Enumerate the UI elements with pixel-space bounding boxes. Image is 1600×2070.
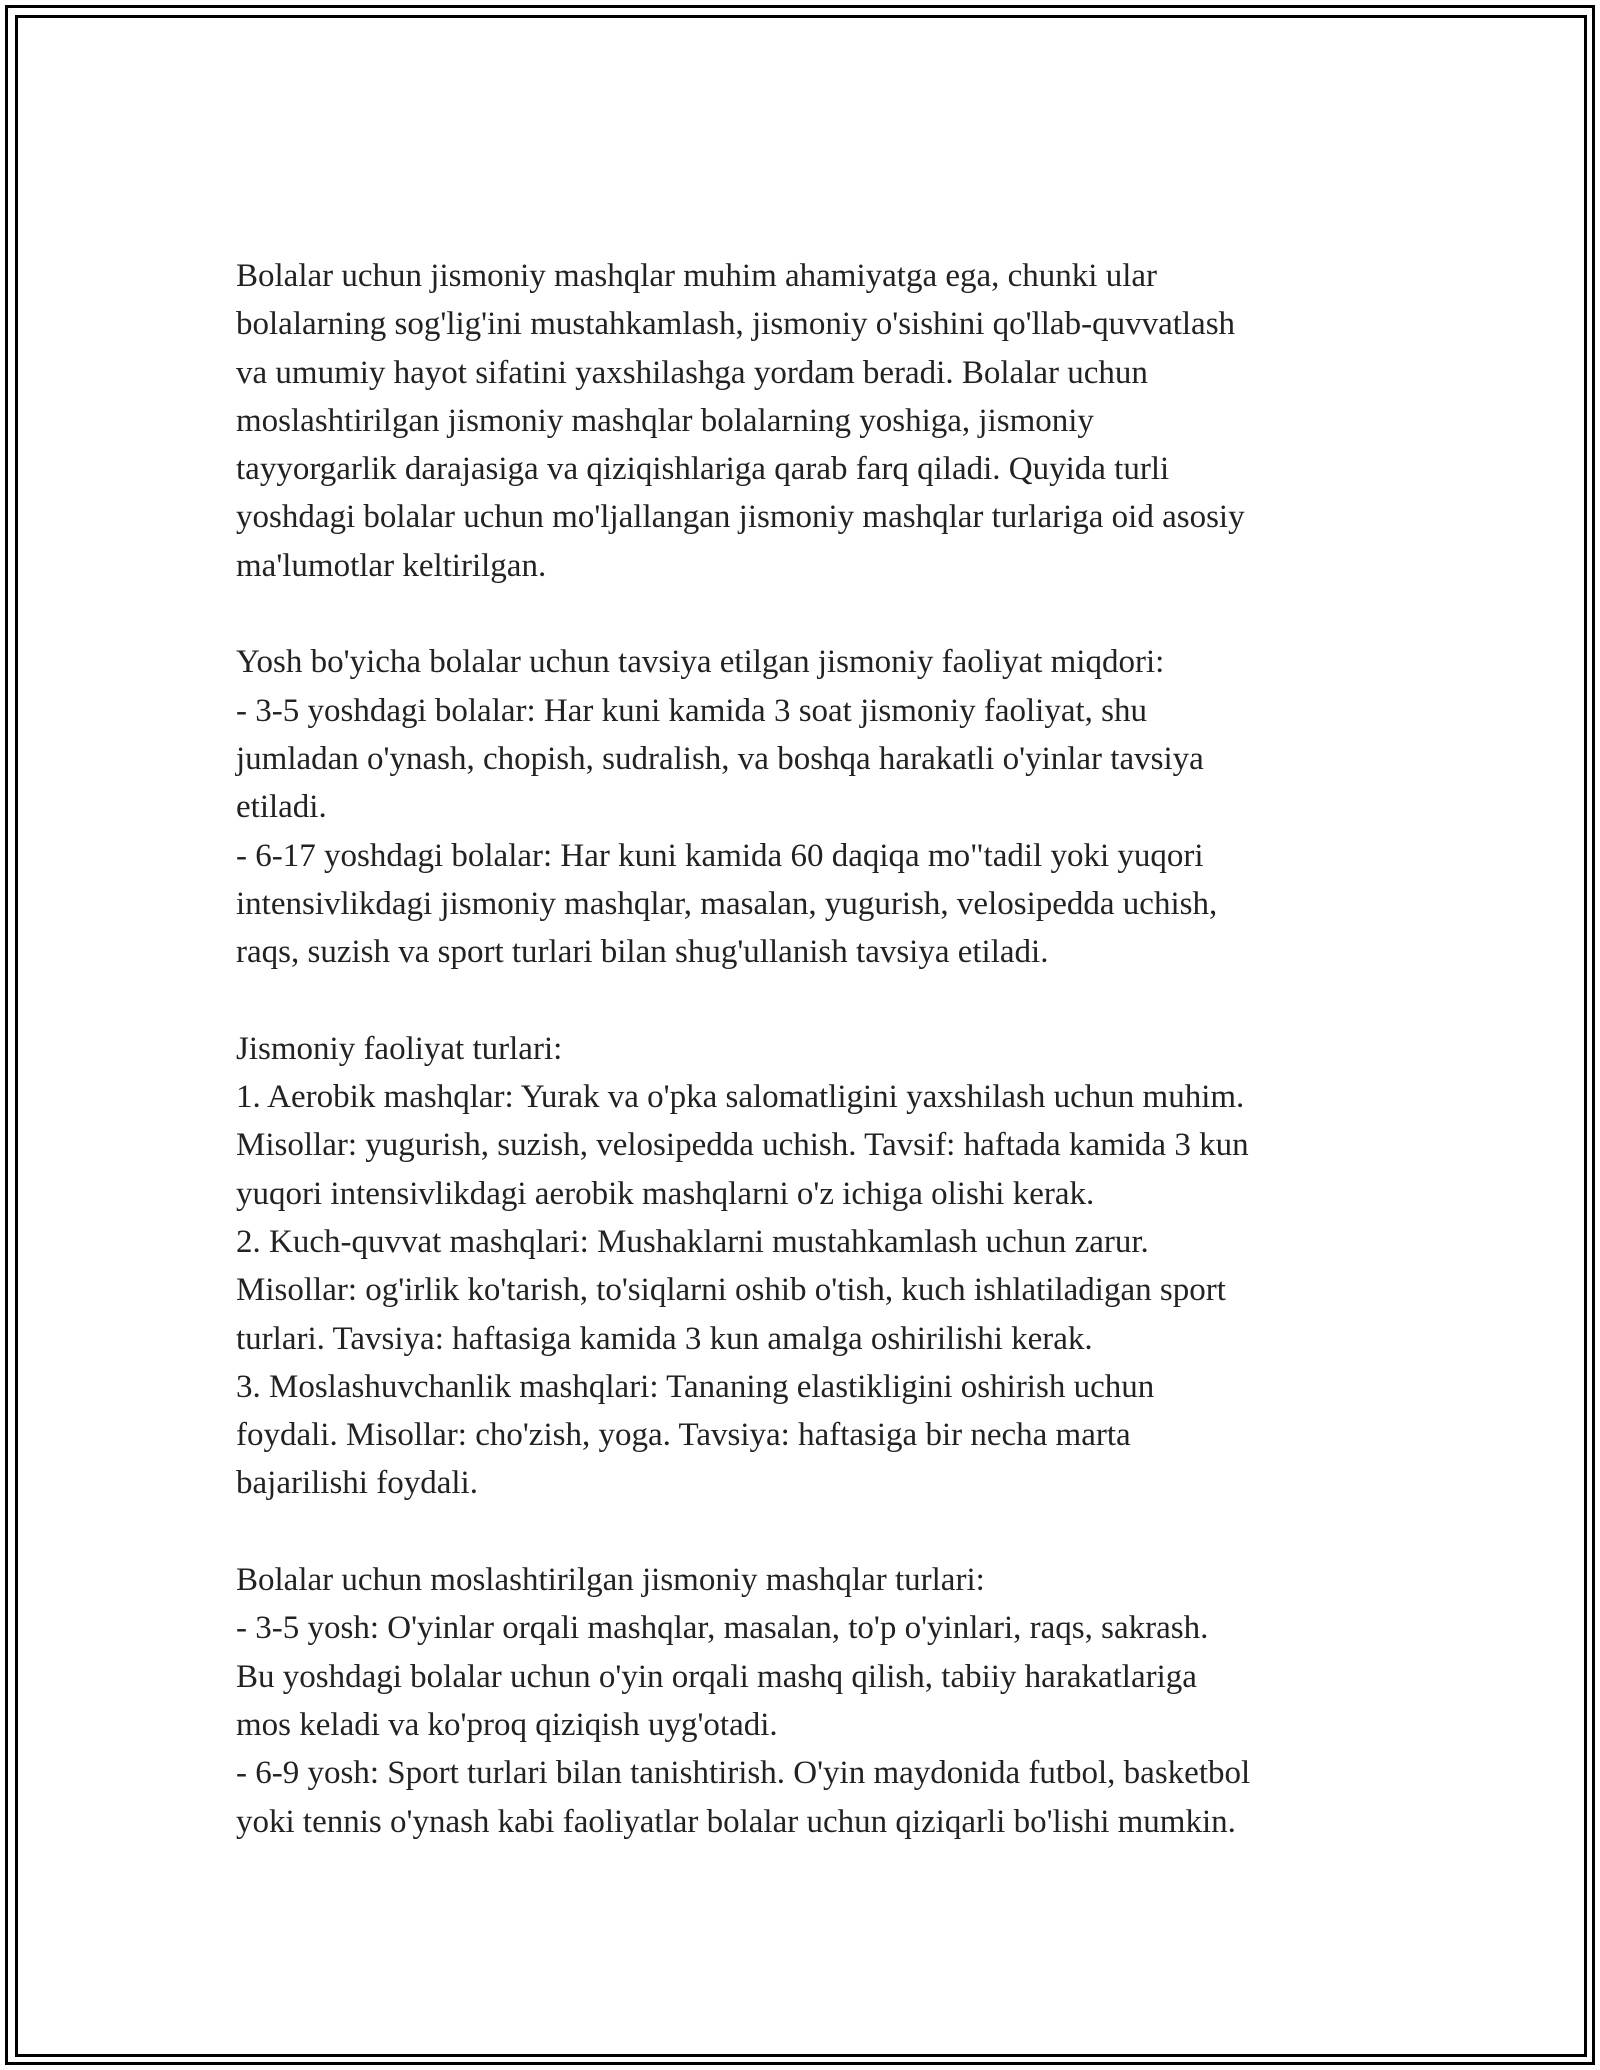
section-line: - 3-5 yoshdagi bolalar: Har kuni kamida 3 soat jismoniy faoliyat, shu — [236, 692, 1147, 729]
section-line: yuqori intensivlikdagi aerobik mashqlarni o'z ichiga olishi kerak. — [236, 1175, 1095, 1212]
section-line: Bu yoshdagi bolalar uchun o'yin orqali mashq qilish, tabiiy harakatlariga — [236, 1658, 1197, 1695]
section-line: 3. Moslashuvchanlik mashqlari: Tananing elastikligini oshirish uchun — [236, 1368, 1155, 1405]
adapted-types-section — [236, 1556, 1366, 1846]
section-line: intensivlikdagi jismoniy mashqlar, masalan, yugurish, velosipedda uchish, — [236, 885, 1218, 922]
section-line: mos keladi va ko'proq qiziqish uyg'otadi. — [236, 1706, 778, 1743]
section-line: Misollar: og'irlik ko'tarish, to'siqlarni oshib o'tish, kuch ishlatiladigan sport — [236, 1272, 1226, 1309]
section-line: jumladan o'ynash, chopish, sudralish, va boshqa harakatli o'yinlar tavsiya — [236, 740, 1204, 777]
intro-line: bolalarning sog'lig'ini mustahkamlash, jismoniy o'sishini qo'llab-quvvatlash — [236, 306, 1236, 343]
section-line: etiladi. — [236, 789, 327, 826]
activity-amount-section — [236, 638, 1366, 976]
section-line: yoki tennis o'ynash kabi faoliyatlar bolalar uchun qiziqarli bo'lishi mumkin. — [236, 1803, 1236, 1840]
intro-line: yoshdagi bolalar uchun mo'ljallangan jismoniy mashqlar turlariga oid asosiy — [236, 499, 1245, 536]
intro-line: tayyorgarlik darajasiga va qiziqishlariga qarab farq qiladi. Quyida turli — [236, 451, 1170, 488]
section-line: foydali. Misollar: cho'zish, yoga. Tavsiya: haftasiga bir necha marta — [236, 1417, 1131, 1454]
section-line: 2. Kuch-quvvat mashqlari: Mushaklarni mustahkamlash uchun zarur. — [236, 1223, 1149, 1260]
intro-line: ma'lumotlar keltirilgan. — [236, 547, 547, 584]
section-line: bajarilishi foydali. — [236, 1465, 478, 1502]
intro-paragraph — [236, 252, 1366, 590]
section-line: turlari. Tavsiya: haftasiga kamida 3 kun amalga oshirilishi kerak. — [236, 1320, 1093, 1357]
intro-line: moslashtirilgan jismoniy mashqlar bolalarning yoshiga, jismoniy — [236, 402, 1094, 439]
document-body — [236, 252, 1366, 1894]
section-line: 1. Aerobik mashqlar: Yurak va o'pka salomatligini yaxshilash uchun muhim. — [236, 1079, 1245, 1116]
section-line: Misollar: yugurish, suzish, velosipedda uchish. Tavsif: haftada kamida 3 kun — [236, 1127, 1249, 1164]
section-line: - 6-9 yosh: Sport turlari bilan tanishtirish. O'yin maydonida futbol, basketbol — [236, 1755, 1251, 1792]
section-heading: Yosh bo'yicha bolalar uchun tavsiya etilgan jismoniy faoliyat miqdori: — [236, 644, 1165, 681]
intro-line: va umumiy hayot sifatini yaxshilashga yordam beradi. Bolalar uchun — [236, 354, 1148, 391]
activity-types-section — [236, 1025, 1366, 1508]
section-heading: Jismoniy faoliyat turlari: — [236, 1030, 563, 1067]
section-line: raqs, suzish va sport turlari bilan shug'ullanish tavsiya etiladi. — [236, 934, 1049, 971]
section-line: - 6-17 yoshdagi bolalar: Har kuni kamida 60 daqiqa mo"tadil yoki yuqori — [236, 837, 1204, 874]
intro-line: Bolalar uchun jismoniy mashqlar muhim ahamiyatga ega, chunki ular — [236, 258, 1158, 294]
section-heading: Bolalar uchun moslashtirilgan jismoniy mashqlar turlari: — [236, 1562, 985, 1599]
section-line: - 3-5 yosh: O'yinlar orqali mashqlar, masalan, to'p o'yinlari, raqs, sakrash. — [236, 1610, 1209, 1647]
